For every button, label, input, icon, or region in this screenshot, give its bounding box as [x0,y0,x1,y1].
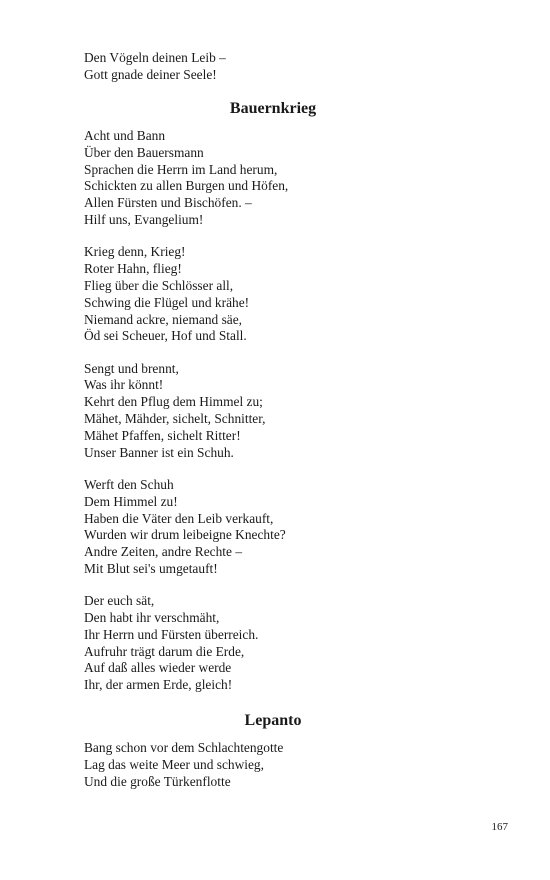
verse-line: Über den Bauersmann [84,144,204,160]
verse-line: Lag das weite Meer und schwieg, [84,756,264,772]
verse-line: Dem Himmel zu! [84,493,178,509]
opening-fragment [84,50,474,84]
verse-line: Den habt ihr verschmäht, [84,610,220,626]
verse-line: Der euch sät, [84,593,155,609]
stanza [84,244,474,345]
verse-line: Kehrt den Pflug dem Himmel zu; [84,394,263,410]
verse-line: Hilf uns, Evangelium! [84,212,204,228]
verse-line: Und die große Türkenflotte [84,773,231,789]
verse-line: Roter Hahn, flieg! [84,261,182,277]
stanza [84,593,474,694]
page-body [84,50,474,806]
verse-line: Aufruhr trägt darum die Erde, [84,643,245,659]
poem-title-bauernkrieg: Bauernkrieg [229,100,317,118]
verse-line: Werft den Schuh [84,476,174,492]
verse-line: Auf daß alles wieder werde [84,660,232,676]
verse-line: Sengt und brennt, [84,360,179,376]
verse-line: Andre Zeiten, andre Rechte – [84,544,243,560]
verse-line: Mähet, Mähder, sichelt, Schnitter, [84,411,266,427]
verse-line: Schwing die Flügel und krähe! [84,294,250,310]
verse-line: Ihr, der armen Erde, gleich! [84,677,233,693]
poem-title-lepanto: Lepanto [244,712,302,729]
stanza [84,361,474,462]
verse-line: Acht und Bann [84,128,166,144]
stanza [84,477,474,578]
page-number: 167 [491,821,508,833]
stanza [84,128,474,229]
verse-line: Schickten zu allen Burgen und Höfen, [84,178,289,194]
verse-line: Wurden wir drum leibeigne Knechte? [84,527,286,543]
stanza [84,740,474,790]
verse-line: Allen Fürsten und Bischöfen. – [84,195,252,211]
verse-line: Öd sei Scheuer, Hof und Stall. [84,328,247,344]
verse-line: Den Vögeln deinen Leib – [84,50,226,65]
verse-line: Was ihr könnt! [84,377,164,393]
verse-line: Haben die Väter den Leib verkauft, [84,510,274,526]
verse-line: Bang schon vor dem Schlachtengotte [84,740,284,755]
verse-line: Gott gnade deiner Seele! [84,66,217,82]
verse-line: Mähet Pfaffen, sichelt Ritter! [84,427,241,443]
verse-line: Sprachen die Herrn im Land herum, [84,161,278,177]
verse-line: Niemand ackre, niemand säe, [84,311,243,327]
verse-line: Krieg denn, Krieg! [84,244,186,260]
verse-line: Flieg über die Schlösser all, [84,277,234,293]
verse-line: Mit Blut sei's umgetauft! [84,560,218,576]
verse-line: Ihr Herrn und Fürsten überreich. [84,626,259,642]
verse-line: Unser Banner ist ein Schuh. [84,444,234,460]
